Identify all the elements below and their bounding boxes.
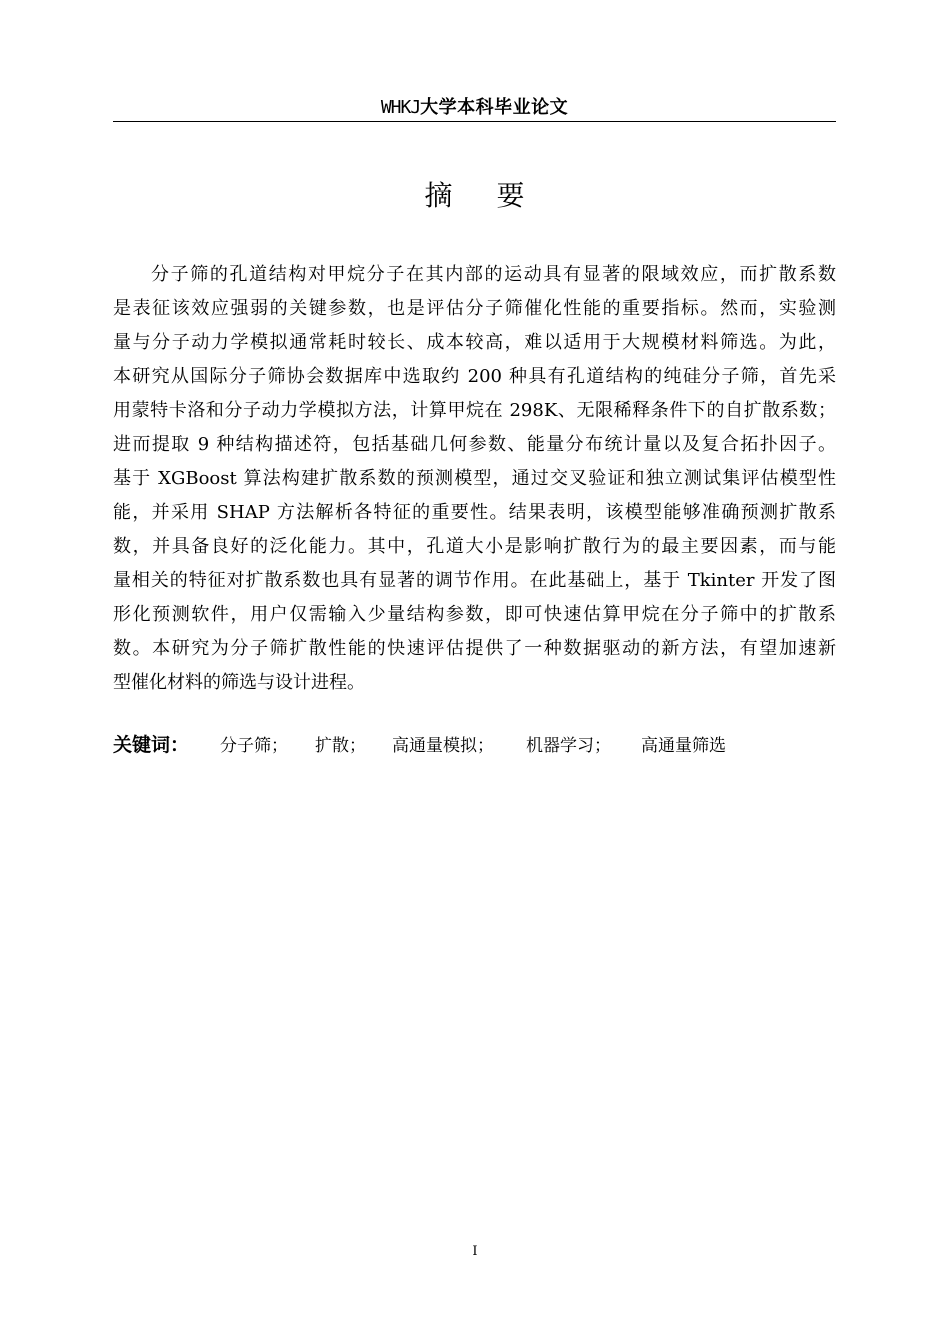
page-number: I <box>472 1244 478 1259</box>
abstract-line: 能，并采用 SHAP 方法解析各特征的重要性。结果表明，该模型能够准确预测扩散系 <box>113 502 836 523</box>
abstract-heading: 摘要 <box>424 179 569 212</box>
running-header <box>113 94 836 121</box>
keyword-item: 高通量模拟； <box>392 736 494 756</box>
keywords-row <box>113 728 836 762</box>
keyword-item: 分子筛； <box>220 736 288 756</box>
abstract-line: 基于 XGBoost 算法构建扩散系数的预测模型，通过交叉验证和独立测试集评估模型性 <box>113 468 836 489</box>
abstract-line: 是表征该效应强弱的关键参数，也是评估分子筛催化性能的重要指标。然而，实验测 <box>113 298 836 319</box>
abstract-line: 进而提取 9 种结构描述符，包括基础几何参数、能量分布统计量以及复合拓扑因子。 <box>113 434 836 455</box>
abstract-line: 量相关的特征对扩散系数也具有显著的调节作用。在此基础上，基于 Tkinter 开发了图 <box>113 570 836 591</box>
abstract-line: 量与分子动力学模拟通常耗时较长、成本较高，难以适用于大规模材料筛选。为此， <box>113 332 836 353</box>
keyword-item: 扩散； <box>315 736 366 756</box>
abstract-line: 形化预测软件，用户仅需输入少量结构参数，即可快速估算甲烷在分子筛中的扩散系 <box>113 604 836 625</box>
keyword-item: 机器学习； <box>526 736 611 756</box>
header-university: WHKJ <box>380 97 421 118</box>
header-rule <box>113 121 836 122</box>
abstract-line: 用蒙特卡洛和分子动力学模拟方法，计算甲烷在 298K、无限稀释条件下的自扩散系数； <box>113 400 836 421</box>
abstract-line: 分子筛的孔道结构对甲烷分子在其内部的运动具有显著的限域效应，而扩散系数 <box>151 264 836 285</box>
keywords-label: 关键词： <box>113 734 190 756</box>
abstract-line: 型催化材料的筛选与设计进程。 <box>113 672 365 693</box>
keyword-item: 高通量筛选 <box>641 736 726 756</box>
abstract-line: 本研究从国际分子筛协会数据库中选取约 200 种具有孔道结构的纯硅分子筛，首先采 <box>113 366 836 387</box>
abstract-line: 数，并具备良好的泛化能力。其中，孔道大小是影响扩散行为的最主要因素，而与能 <box>113 536 836 557</box>
abstract-body <box>113 258 836 700</box>
abstract-line: 数。本研究为分子筛扩散性能的快速评估提供了一种数据驱动的新方法，有望加速新 <box>113 638 836 659</box>
header-title: 大学本科毕业论文 <box>420 97 569 118</box>
